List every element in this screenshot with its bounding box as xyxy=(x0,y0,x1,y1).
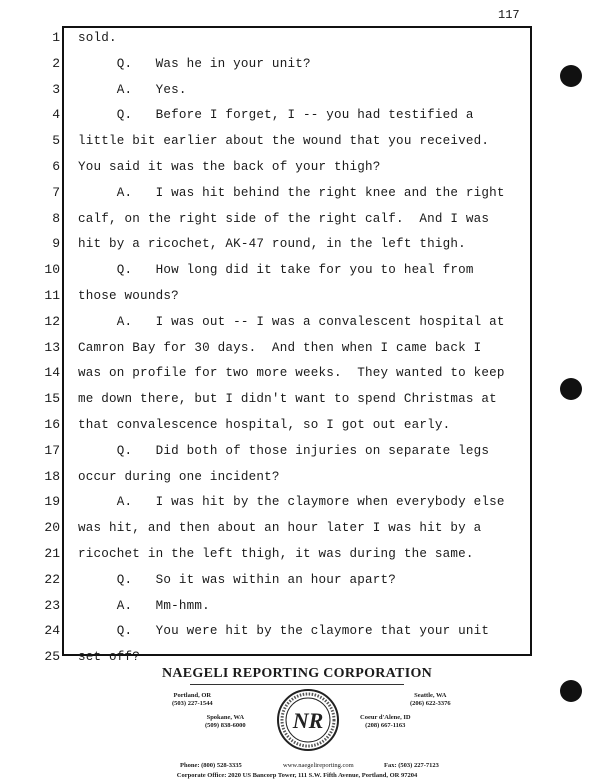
footer-title: NAEGELI REPORTING CORPORATION xyxy=(161,666,433,681)
transcript-line: ricochet in the left thigh, it was during the same. xyxy=(78,547,474,561)
page-number: 117 xyxy=(498,8,520,22)
footer-website: www.naegelireporting.com xyxy=(283,762,354,769)
office-portland xyxy=(172,692,213,708)
office-city: Seattle, WA xyxy=(414,692,447,699)
line-number: 16 xyxy=(44,417,60,432)
line-number: 18 xyxy=(44,468,60,484)
footer xyxy=(0,662,594,782)
transcript-line: those wounds? xyxy=(78,289,179,303)
line-number: 13 xyxy=(44,339,60,355)
transcript-line: Q. Did both of those injuries on separate legs xyxy=(78,443,490,458)
transcript-line: Q. So it was within an hour apart? xyxy=(78,572,397,587)
line-number: 15 xyxy=(44,391,60,407)
line-number: 19 xyxy=(44,494,60,510)
line-number: 21 xyxy=(44,546,60,561)
transcript-line: A. Yes. xyxy=(78,82,187,97)
transcript-line: A. I was out -- I was a convalescent hospital at xyxy=(78,314,505,329)
line-number: 9 xyxy=(52,236,60,252)
office-city: Coeur d'Alene, ID xyxy=(360,714,411,721)
line-number: 12 xyxy=(44,313,60,329)
office-spokane xyxy=(205,714,246,730)
transcript-line: A. I was hit by the claymore when everybody else xyxy=(78,495,505,510)
company-seal-icon xyxy=(276,688,340,752)
line-number: 3 xyxy=(52,81,60,97)
line-number: 1 xyxy=(52,30,60,45)
line-number: 22 xyxy=(44,571,60,587)
transcript-line: A. Mm-hmm. xyxy=(78,598,210,613)
line-number: 8 xyxy=(52,210,60,226)
office-city: Portland, OR xyxy=(173,692,212,699)
line-number: 2 xyxy=(52,55,60,71)
seal-monogram: NR xyxy=(292,708,324,733)
transcript-line: Q. Before I forget, I -- you had testified a xyxy=(78,108,474,123)
line-number: 4 xyxy=(52,107,60,123)
line-number: 6 xyxy=(52,159,60,174)
transcript-line: was hit, and then about an hour later I was hit by a xyxy=(78,521,482,536)
line-number: 25 xyxy=(44,649,60,665)
line-number: 17 xyxy=(44,442,60,458)
transcript-line: hit by a ricochet, AK-47 round, in the left thigh. xyxy=(78,237,466,252)
line-number: 23 xyxy=(44,597,60,613)
punch-hole-icon xyxy=(560,378,582,400)
transcript-line: that convalescence hospital, so I got out early. xyxy=(78,418,451,432)
transcript-line: Camron Bay for 30 days. And then when I came back I xyxy=(78,340,482,355)
transcript-line: me down there, but I didn't want to spend Christmas at xyxy=(78,392,497,407)
transcript-line: You said it was the back of your thigh? xyxy=(78,160,381,174)
transcript-line: calf, on the right side of the right calf. And I was xyxy=(78,211,490,226)
line-number: 24 xyxy=(44,623,60,639)
footer-rule xyxy=(190,684,404,685)
office-phone: (509) 838-6000 xyxy=(205,722,246,729)
transcript-line: was on profile for two more weeks. They wanted to keep xyxy=(78,366,505,381)
office-coeur-dalene xyxy=(360,714,411,730)
transcript-line: little bit earlier about the wound that you received. xyxy=(78,134,490,149)
footer-corporate-address: Corporate Office: 2020 US Bancorp Tower, 111 S.W. Fifth Avenue, Portland, OR 97204 xyxy=(176,772,418,779)
office-phone: (206) 622-3376 xyxy=(410,700,451,707)
transcript-line: Q. Was he in your unit? xyxy=(78,56,311,71)
transcript-line: Q. How long did it take for you to heal from xyxy=(78,263,474,278)
line-number: 14 xyxy=(44,365,60,381)
line-number: 11 xyxy=(44,288,60,303)
transcript-line: occur during one incident? xyxy=(78,469,280,484)
office-city: Spokane, WA xyxy=(206,714,245,721)
office-phone: (208) 667-1163 xyxy=(365,722,406,729)
office-phone: (503) 227-1544 xyxy=(172,700,213,707)
footer-phone: Phone: (800) 528-3335 xyxy=(180,762,242,769)
office-seattle xyxy=(410,692,451,708)
line-number: 10 xyxy=(44,262,60,278)
transcript-line: A. I was hit behind the right knee and the right xyxy=(78,185,505,200)
transcript-line: set off? xyxy=(78,650,141,665)
transcript-line: Q. You were hit by the claymore that your unit xyxy=(78,624,490,639)
footer-fax: Fax: (503) 227-7123 xyxy=(384,762,439,769)
line-number: 7 xyxy=(52,184,60,200)
transcript-line: sold. xyxy=(78,31,117,45)
line-number: 20 xyxy=(44,520,60,536)
line-number: 5 xyxy=(52,133,60,149)
punch-hole-icon xyxy=(560,65,582,87)
